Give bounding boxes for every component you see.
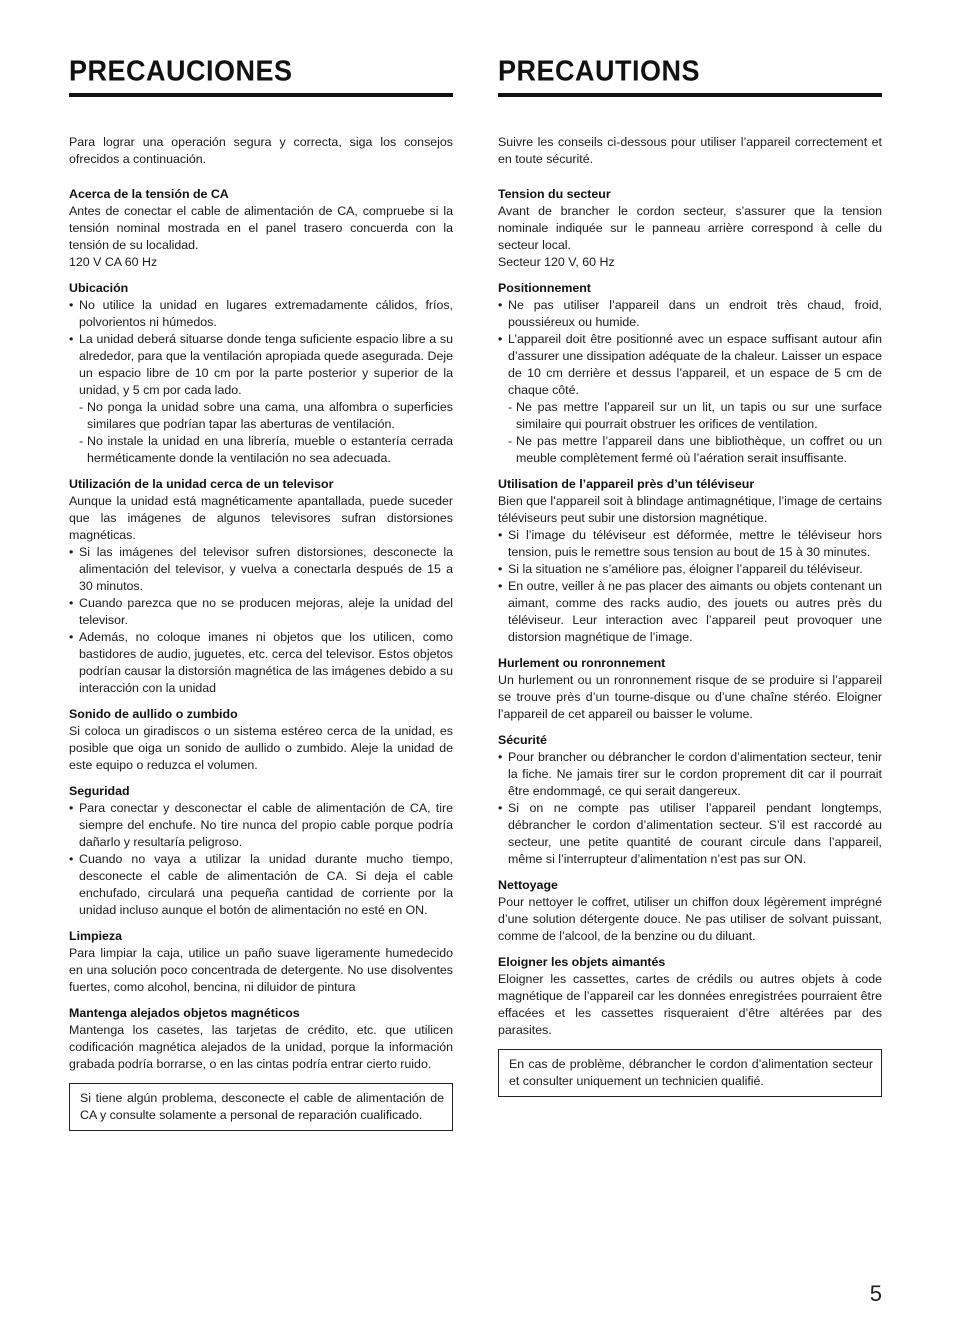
section — [69, 1005, 453, 1073]
column-content — [69, 134, 453, 1131]
section-paragraph: Un hurlement ou un ronronnement risque de se produire si l’appareil se trouve près d’un tourne-disque ou d’une chaîne stéréo. Eloigner l’appareil de cet appareil ou baisser le volume. — [498, 673, 882, 721]
section — [498, 954, 882, 1039]
column-title: PRECAUTIONS — [498, 55, 701, 87]
service-notice: En cas de problème, débrancher le cordon d’alimentation secteur et consulter uniquement un technicien qualifié. — [498, 1049, 882, 1097]
section-list — [69, 800, 453, 919]
bullet-item: • L’appareil doit être positionné avec un espace suffisant autour afin d’assurer une dissipation adéquate de la chaleur. Laisser un espace de 10 cm derrière et dessus l’appareil, et un espace de 5 cm de chaque côté. — [498, 331, 882, 399]
section — [69, 476, 453, 697]
section-heading: Positionnement — [498, 281, 591, 295]
section-list — [498, 749, 882, 868]
section-heading: Hurlement ou ronronnement — [498, 656, 666, 670]
service-notice: Si tiene algún problema, desconecte el cable de alimentación de CA y consulte solamente a personal de reparación cualificado. — [69, 1083, 453, 1131]
title-rule — [69, 93, 453, 97]
section-heading: Utilización de la unidad cerca de un televisor — [69, 477, 334, 491]
bullet-item: • Además, no coloque imanes ni objetos que los utilicen, como bastidores de audio, juguetes, etc. cerca del televisor. Estos objetos podrían causar la distorsión magnética de las imágenes debido a su interacción con la unidad — [69, 629, 453, 697]
section-paragraph: Mantenga los casetes, las tarjetas de crédito, etc. que utilicen codificación magnética alejados de la unidad, porque la información grabada podría borrarse, o en las cintas podría entrar cierto ruido. — [69, 1023, 453, 1071]
section — [69, 280, 453, 467]
bullet-item: • Si on ne compte pas utiliser l’appareil pendant longtemps, débrancher le cordon d’alimentation secteur. S’il est raccordé au secteur, une petite quantité de courant circule dans l’appareil, même si l’interrupteur d’alimentation n’est pas sur ON. — [498, 800, 882, 868]
section-heading: Nettoyage — [498, 878, 558, 892]
section-list — [498, 297, 882, 467]
bullet-item: • Ne pas utiliser l’appareil dans un endroit très chaud, froid, poussiéreux ou humide. — [498, 297, 882, 331]
bullet-item: • Si las imágenes del televisor sufren distorsiones, desconecte la alimentación del televisor, y vuelva a conectarla después de 15 a 30 minutos. — [69, 544, 453, 595]
section-paragraph: Si coloca un giradiscos o un sistema estéreo cerca de la unidad, es posible que oiga un sonido de aullido o zumbido. Aleje la unidad de este equipo o reduzca el volumen. — [69, 724, 453, 772]
section — [69, 928, 453, 996]
section — [498, 732, 882, 868]
section-heading: Eloigner les objets aimantés — [498, 955, 666, 969]
section-list — [69, 544, 453, 697]
section-list — [498, 527, 882, 646]
sections — [498, 186, 882, 1039]
section-paragraph: Aunque la unidad está magnéticamente apantallada, puede suceder que las imágenes de algunos televisores sufran distorsiones magnéticas. — [69, 494, 453, 542]
section-heading: Ubicación — [69, 281, 129, 295]
column-title: PRECAUCIONES — [69, 55, 293, 87]
section-paragraph: Para limpiar la caja, utilice un paño suave ligeramente humedecido en una solución poco concentrada de detergente. No use disolventes fuertes, como alcohol, bencina, ni diluidor de pintura — [69, 946, 453, 994]
section — [498, 476, 882, 646]
bullet-item: • En outre, veiller à ne pas placer des aimants ou objets contenant un aimant, comme des racks audio, des jouets ou autres près du téléviseur. Leur interaction avec l’appareil peut provoquer une distorsion magnétique de l’image. — [498, 578, 882, 646]
section-paragraph: Secteur 120 V, 60 Hz — [498, 255, 615, 269]
dash-item: - No ponga la unidad sobre una cama, una alfombra o superficies similares que podrían tapar las aberturas de ventilación. — [69, 399, 453, 433]
section-heading: Tension du secteur — [498, 187, 611, 201]
section-heading: Sonido de aullido o zumbido — [69, 707, 238, 721]
section-heading: Acerca de la tensión de CA — [69, 187, 229, 201]
bullet-item: • Cuando parezca que no se producen mejoras, aleje la unidad del televisor. — [69, 595, 453, 629]
page-number: 5 — [869, 1281, 882, 1306]
dash-item: - No instale la unidad en una librería, mueble o estantería cerrada herméticamente donde la ventilación no sea adecuada. — [69, 433, 453, 467]
sections — [69, 186, 453, 1073]
section — [498, 186, 882, 271]
section-heading: Mantenga alejados objetos magnéticos — [69, 1006, 300, 1020]
section-paragraph: Pour nettoyer le coffret, utiliser un chiffon doux légèrement imprégné d’une solution détergente douce. Ne pas utiliser de solvant puissant, comme de l’alcool, de la benzine ou du diluant. — [498, 895, 882, 943]
section — [498, 655, 882, 723]
section-paragraph: Antes de conectar el cable de alimentación de CA, compruebe si la tensión nominal mostrada en el panel trasero concuerda con la tensión de su localidad. — [69, 204, 453, 252]
section — [69, 706, 453, 774]
section-heading: Sécurité — [498, 733, 547, 747]
section-paragraph: Eloigner les cassettes, cartes de crédils ou autres objets à code magnétique de l’appareil car les données enregistrées pourraient être effacées et les cassettes risqueraient d’être altérées par des parasites. — [498, 972, 882, 1037]
bullet-item: • No utilice la unidad en lugares extremadamente cálidos, fríos, polvorientos ni húmedos. — [69, 297, 453, 331]
dash-item: - Ne pas mettre l’appareil sur un lit, un tapis ou sur une surface similaire qui pourrait obstruer les orifices de ventilation. — [498, 399, 882, 433]
bullet-item: • La unidad deberá situarse donde tenga suficiente espacio libre a su alrededor, para que la ventilación apropiada quede asegurada. Deje un espacio libre de 10 cm por la parte posterior y superior de la unidad, y 5 cm por cada lado. — [69, 331, 453, 399]
section-heading: Utilisation de l’appareil près d’un téléviseur — [498, 477, 755, 491]
title-rule — [498, 93, 882, 97]
section-paragraph: Avant de brancher le cordon secteur, s’assurer que la tension nominale indiquée sur le panneau arrière correspond à celle du secteur local. — [498, 204, 882, 252]
section-paragraph: Bien que l’appareil soit à blindage antimagnétique, l’image de certains téléviseurs peut subir une distorsion magnétique. — [498, 494, 882, 525]
section — [498, 877, 882, 945]
bullet-item: • Si l’image du téléviseur est déformée, mettre le téléviseur hors tension, puis le remettre sous tension au bout de 15 à 30 minutes. — [498, 527, 882, 561]
column-content — [498, 134, 882, 1097]
section — [69, 783, 453, 919]
section-paragraph: 120 V CA 60 Hz — [69, 255, 158, 269]
bullet-item: • Para conectar y desconectar el cable de alimentación de CA, tire siempre del enchufe. No tire nunca del propio cable porque podría dañarlo y resultaría peligroso. — [69, 800, 453, 851]
intro-paragraph: Para lograr una operación segura y correcta, siga los consejos ofrecidos a continuación. — [69, 135, 453, 166]
section — [69, 186, 453, 271]
bullet-item: • Si la situation ne s’améliore pas, éloigner l’appareil du téléviseur. — [498, 561, 882, 578]
bullet-item: • Pour brancher ou débrancher le cordon d’alimentation secteur, tenir la fiche. Ne jamais tirer sur le cordon proprement dit car il pourrait être endommagé, ce qui serait dangereux. — [498, 749, 882, 800]
section-list — [69, 297, 453, 467]
section — [498, 280, 882, 467]
dash-item: - Ne pas mettre l’appareil dans une bibliothèque, un coffret ou un meuble complètement fermé où l’aération serait insuffisante. — [498, 433, 882, 467]
section-heading: Seguridad — [69, 784, 130, 798]
bullet-item: • Cuando no vaya a utilizar la unidad durante mucho tiempo, desconecte el cable de alimentación de CA. Si deja el cable enchufado, circulará una pequeña cantidad de corriente por la unidad incluso aunque el botón de alimentación no esté en ON. — [69, 851, 453, 919]
intro-paragraph: Suivre les conseils ci-dessous pour utiliser l’appareil correctement et en toute sécurité. — [498, 135, 882, 166]
section-heading: Limpieza — [69, 929, 123, 943]
